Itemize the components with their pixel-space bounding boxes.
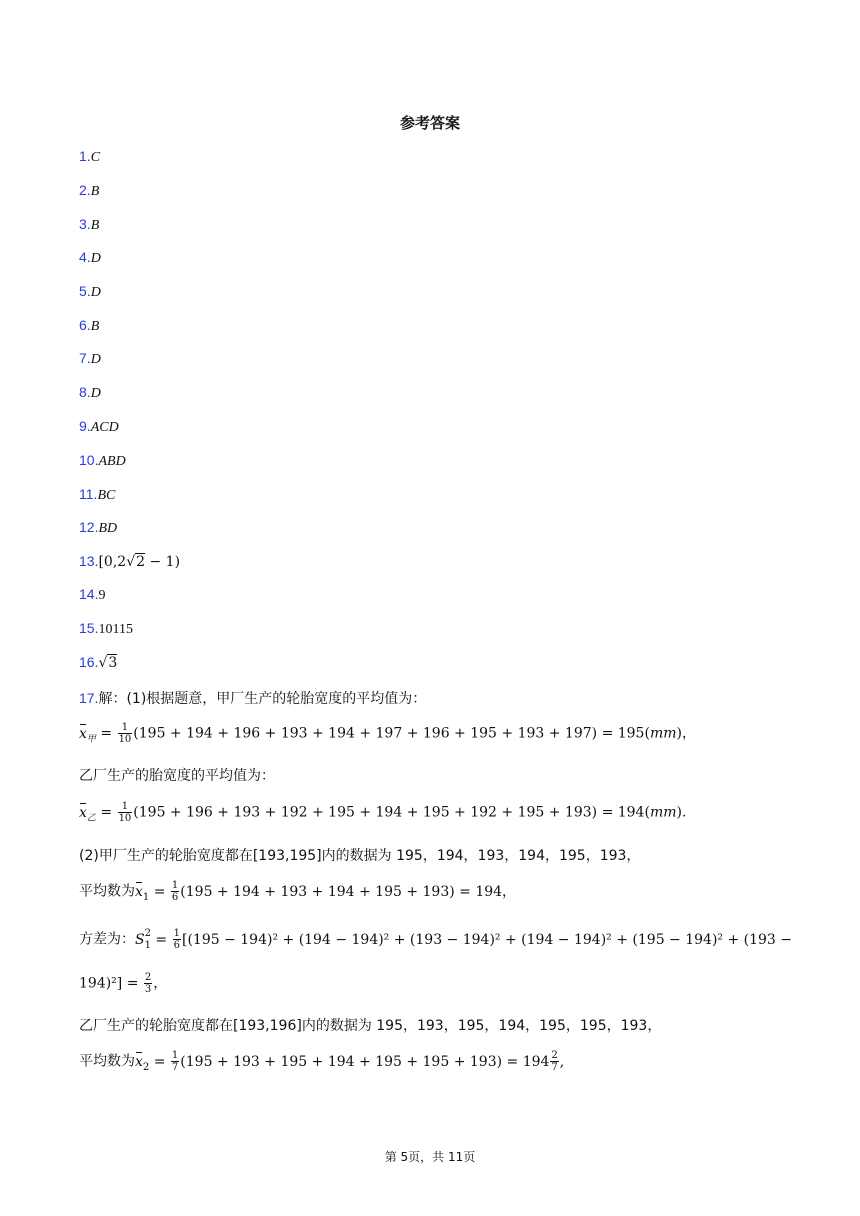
line6-body: 194)²] = bbox=[79, 975, 143, 992]
answer-number: 11. bbox=[79, 486, 98, 502]
sqrt-symbol: √3 bbox=[98, 655, 118, 671]
line8-fraction: $\frac{1}{7}$ bbox=[171, 1050, 179, 1073]
answer-7 bbox=[79, 350, 101, 368]
answer-number: 15. bbox=[79, 620, 99, 636]
answer-value: 9 bbox=[98, 588, 106, 603]
line6-fraction: $\frac{2}{3}$ bbox=[144, 972, 152, 995]
eq1-unit: mm bbox=[649, 725, 677, 742]
answer-number: 10. bbox=[79, 452, 99, 468]
mean-label: 平均数为 bbox=[79, 1053, 135, 1070]
page-footer: 第 5页，共 11页 bbox=[384, 1150, 476, 1164]
answer-11 bbox=[79, 486, 115, 504]
answer-1 bbox=[79, 148, 100, 166]
q16-radicand: 3 bbox=[108, 655, 118, 671]
answer-14 bbox=[79, 586, 105, 604]
line5-body: [(195 − 194)² + (194 − 194)² + (193 − 194)² + (194 − 194)² + (195 − 194)² + (193 − bbox=[181, 931, 793, 948]
eq2-unit: mm bbox=[649, 804, 677, 821]
eq1-end: )， bbox=[676, 725, 696, 742]
answer-5 bbox=[79, 283, 101, 301]
answer-number: 3. bbox=[79, 216, 91, 232]
q17-intro: 解：(1)根据题意，甲厂生产的轮胎宽度的平均值为： bbox=[98, 691, 427, 707]
q17-line5: 方差为：S $_{2 1}$ = $\frac{1}{6}$ [(195 − 194)² + (194 − 194)² + (193 − 194)² + (194 − 194)² + (195 − 194)² + (193 − bbox=[79, 927, 793, 951]
answer-number: 7. bbox=[79, 350, 91, 366]
answer-value: ACD bbox=[90, 420, 119, 435]
eq2-end: ). bbox=[676, 804, 687, 821]
sqrt-symbol: √2 bbox=[126, 554, 146, 570]
q17-line6 bbox=[79, 972, 167, 995]
xbar-symbol: x bbox=[135, 1053, 143, 1070]
answer-13 bbox=[79, 553, 180, 570]
q17-eq1: $x_甲$ = $\frac{1}{10}$ (195 + 194 + 196 + 193 + 194 + 197 + 196 + 195 + 193 + 197) = 195(mm)， bbox=[79, 722, 696, 745]
answer-number: 9. bbox=[79, 418, 91, 434]
q17-line8: 平均数为$x_2$ = $\frac{1}{7}$ (195 + 193 + 195 + 194 + 195 + 195 + 193) = 194 $\frac{2}{7}$ , bbox=[79, 1050, 565, 1073]
mean-label: 平均数为 bbox=[79, 883, 135, 900]
q17-line1 bbox=[79, 688, 426, 708]
answer-value: B bbox=[90, 319, 100, 334]
answer-number: 1. bbox=[79, 148, 91, 164]
answer-number: 13. bbox=[79, 553, 99, 569]
answer-9 bbox=[79, 418, 119, 436]
eq2-fraction: $\frac{1}{10}$ bbox=[118, 801, 132, 824]
eq1-body: (195 + 194 + 196 + 193 + 194 + 197 + 196 + 195 + 193 + 197) = 195( bbox=[133, 725, 650, 742]
answer-number: 6. bbox=[79, 317, 91, 333]
answer-number: 5. bbox=[79, 283, 91, 299]
answer-16 bbox=[79, 654, 117, 671]
q13-prefix: [0,2 bbox=[98, 554, 127, 570]
q17-line7: 乙厂生产的轮胎宽度都在[193,196]内的数据为 195，193，195，194，195，195，193， bbox=[79, 1018, 662, 1034]
line8-end: , bbox=[559, 1053, 565, 1070]
answer-value: D bbox=[90, 251, 101, 266]
q17-eq2: $x_乙$ = $\frac{1}{10}$ (195 + 196 + 193 + 192 + 195 + 194 + 195 + 192 + 195 + 193) = 194(mm). bbox=[79, 801, 687, 824]
answer-number: 4. bbox=[79, 249, 91, 265]
answer-3 bbox=[79, 216, 99, 234]
line4-fraction: $\frac{1}{6}$ bbox=[171, 880, 179, 903]
answer-value: D bbox=[90, 386, 101, 401]
answer-value: C bbox=[90, 150, 101, 165]
answer-number: 14. bbox=[79, 586, 99, 602]
answer-number: 8. bbox=[79, 384, 91, 400]
answer-12 bbox=[79, 519, 117, 537]
xbar-symbol: x bbox=[79, 725, 87, 742]
q13-radicand: 2 bbox=[136, 554, 146, 570]
eq1-subscript: 甲 bbox=[86, 734, 96, 745]
variance-label: 方差为： bbox=[79, 931, 135, 948]
answer-value: 10115 bbox=[98, 622, 133, 637]
answer-value: B bbox=[90, 218, 100, 233]
answer-value: D bbox=[90, 285, 101, 300]
line4-body: (195 + 194 + 193 + 194 + 195 + 193) = 194， bbox=[180, 883, 517, 900]
line6-end: ， bbox=[153, 975, 168, 992]
answer-8 bbox=[79, 384, 101, 402]
q13-suffix: − 1) bbox=[145, 554, 181, 570]
answer-value: D bbox=[90, 352, 101, 367]
page-title: 参考答案 bbox=[399, 114, 460, 132]
xbar-symbol: x bbox=[79, 804, 87, 821]
line5-fraction: $\frac{1}{6}$ bbox=[173, 928, 180, 951]
answer-value: BC bbox=[97, 488, 116, 503]
line8-mixed-fraction: $\frac{2}{7}$ bbox=[551, 1050, 558, 1073]
answer-value: ABD bbox=[98, 454, 126, 469]
answer-6 bbox=[79, 317, 99, 335]
q17-line4: 平均数为$x_1$ = $\frac{1}{6}$ (195 + 194 + 193 + 194 + 195 + 193) = 194， bbox=[79, 880, 517, 903]
answer-number: 17. bbox=[79, 690, 99, 706]
xbar-symbol: x bbox=[135, 883, 143, 900]
eq1-fraction: $\frac{1}{10}$ bbox=[118, 722, 132, 745]
answer-10 bbox=[79, 452, 126, 470]
answer-value: B bbox=[90, 184, 100, 199]
answer-number: 12. bbox=[79, 519, 99, 535]
eq2-subscript: 乙 bbox=[86, 813, 96, 824]
answer-2 bbox=[79, 182, 99, 200]
line8-body: (195 + 193 + 195 + 194 + 195 + 195 + 193) = 194 bbox=[180, 1053, 550, 1070]
answer-value: BD bbox=[98, 521, 118, 536]
answer-number: 2. bbox=[79, 182, 91, 198]
q17-line3: (2)甲厂生产的轮胎宽度都在[193,195]内的数据为 195，194，193，194，195，193， bbox=[79, 848, 641, 864]
answer-number: 16. bbox=[79, 654, 99, 670]
answer-4 bbox=[79, 249, 101, 267]
q17-line2: 乙厂生产的胎宽度的平均值为： bbox=[79, 768, 275, 784]
answer-15 bbox=[79, 620, 133, 638]
eq2-body: (195 + 196 + 193 + 192 + 195 + 194 + 195 + 192 + 195 + 193) = 194( bbox=[133, 804, 650, 821]
